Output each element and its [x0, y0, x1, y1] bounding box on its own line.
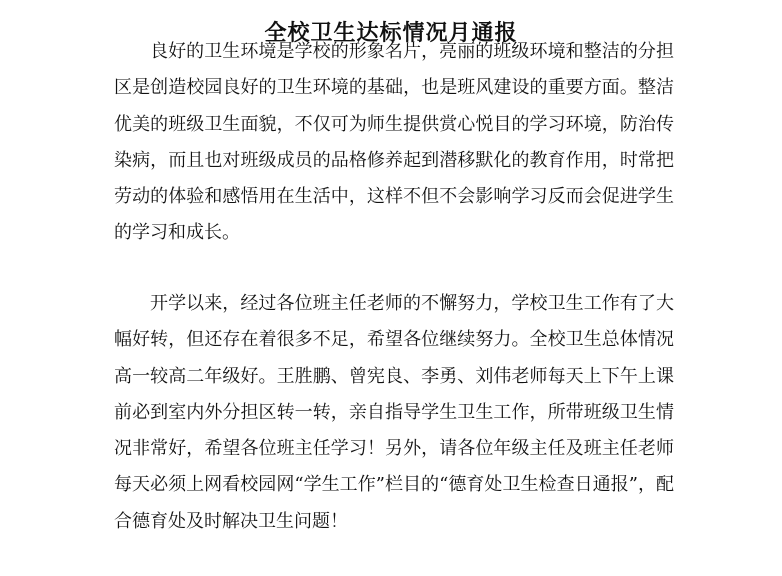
paragraph-hygiene-report: 开学以来，经过各位班主任老师的不懈努力，学校卫生工作有了大幅好转，但还存在着很多不足，希望各位继续努力。全校卫生总体情况高一较高二年级好。王胜鹏、曾宪良、李勇、刘伟老师每天上下午上课前必到室内外分担区转一转，亲自指导学生卫生工作，所带班级卫生情况非常好，希望各位班主任学习！另外，请各位年级主任及班主任老师每天必须上网看校园网“学生工作”栏目的“德育处卫生检查日通报”，配合德育处及时解决卫生问题！	[114, 293, 674, 532]
document-title: 全校卫生达标情况月通报	[264, 19, 518, 46]
paragraph-hygiene-importance: 良好的卫生环境是学校的形象名片，亮丽的班级环境和整洁的分担区是创造校园良好的卫生环境的基础，也是班风建设的重要方面。整洁优美的班级卫生面貌，不仅可为师生提供赏心悦目的学习环境，防治传染病，而且也对班级成员的品格修养起到潜移默化的教育作用，时常把劳动的体验和感悟用在生活中，这样不但不会影响学习反而会促进学生的学习和成长。	[114, 41, 674, 244]
